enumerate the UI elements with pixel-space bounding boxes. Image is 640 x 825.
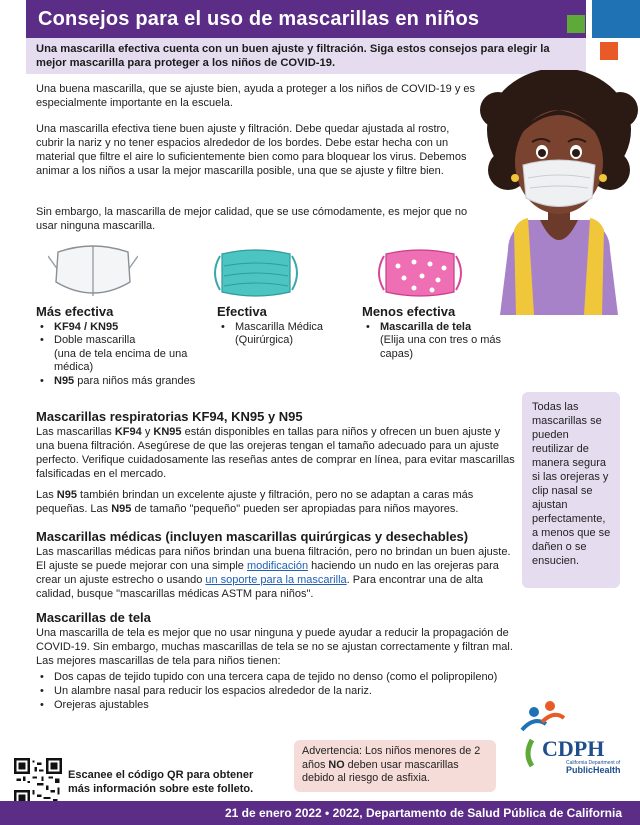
effective-column [217,305,357,348]
list-item: • Dos capas de tejido tupido con una tercera capa de tejido no denso (como el polipropileno) [40,671,498,683]
decor-square-green [567,15,585,33]
respirator-heading: Mascarillas respiratorias KF94, KN95 y N95 [36,409,303,424]
subtitle-banner: Una mascarilla efectiva cuenta con un buen ajuste y filtración. Siga estos consejos para elegir la mejor mascarilla para proteger a los niños de COVID-19. [26,38,586,74]
mask-brace-link[interactable]: un soporte para la mascarilla [205,574,347,586]
cloth-mask-section [36,611,516,712]
intro-paragraph-2: Una mascarilla efectiva tiene buen ajuste y filtración. Debe quedar ajustada al rostro, cubrir la nariz y no tener espacios alrededor de los bordes. Debe estar hecha con un material que filtre el aire lo suficientemente bien como para bloquear los virus. Debemos animar a los niños a usar la mejor mascarilla posible, una que se ajuste y filtre bien. [36,123,467,177]
footer-bar: 21 de enero 2022 • 2022, Departamento de Salud Pública de California [0,801,640,825]
cloth-mask-heading: Mascarillas de tela [36,610,151,625]
intro-paragraph-3: Sin embargo, la mascarilla de mejor calidad, que se use cómodamente, es mejor que no usar ninguna mascarilla. [36,206,468,232]
page-title: Consejos para el uso de mascarillas en niños [38,8,480,30]
list-item: • N95 para niños más grandes [36,375,211,389]
list-item: • Doble mascarilla [36,334,211,348]
most-effective-title: Más efectiva [36,304,114,319]
effective-title: Efectiva [217,304,267,319]
decor-square-orange [600,42,618,60]
list-item: • Mascarilla Médica (Quirúrgica) [217,321,357,348]
cloth-mask-paragraph: Una mascarilla de tela es mejor que no usar ninguna y puede ayudar a reducir la propagación de COVID-19. Sin embargo, muchas mascarillas de tela se no se ajustan correctamente y filtran mal. Las mejores mascarillas de tela para niños tienen: [36,627,513,667]
list-item: • Orejeras ajustables [40,699,149,711]
medical-mask-paragraph: Las mascarillas médicas para niños brindan una buena filtración, pero no brindan un buen ajuste. El ajuste se puede mejorar con una simple modificación haciendo un nudo en las orejeras para crear un ajuste estrecho o usando un soporte para la mascarilla. Para encontrar una de alta calidad, busque "mascarillas médicas ASTM para niños". [36,546,511,600]
intro-paragraph-1: Una buena mascarilla, que se ajuste bien, ayuda a proteger a los niños de COVID-19 y es especialmente importante en la escuela. [36,83,476,109]
most-effective-column [36,305,211,388]
cloth-mask-icon [370,246,470,300]
cdph-logo [518,700,626,784]
girl-with-mask-illustration [478,70,640,315]
surgical-mask-icon [206,246,306,300]
least-effective-title: Menos efectiva [362,304,456,319]
list-item: • Un alambre nasal para reducir los espacios alrededor de la nariz. [40,685,372,697]
warning-box: Advertencia: Los niños menores de 2 años NO deben usar mascarillas debido al riesgo de asfixia. [294,740,496,792]
least-effective-column [362,305,502,361]
list-item: • KF94 / KN95 [36,321,211,335]
list-item: • Mascarilla de tela [362,321,502,335]
svg-text:PublicHealth: PublicHealth [566,765,621,775]
list-item-note: (una de tela encima de una médica) [54,347,188,373]
qr-instructions: Escanee el código QR para obtener más información sobre este folleto. [68,769,254,795]
medical-mask-section [36,530,516,601]
respirator-paragraph-2: Las N95 también brindan un excelente ajuste y filtración, pero no se adaptan a caras más pequeñas. Las N95 de tamaño "pequeño" pueden ser apropiadas para niños mayores. [36,489,474,515]
qr-code-icon[interactable] [14,758,62,806]
respirator-section [36,410,516,516]
medical-mask-heading: Mascarillas médicas (incluyen mascarillas quirúrgicas y desechables) [36,529,469,544]
modification-link[interactable]: modificación [246,560,309,572]
svg-text:California Department of: California Department of [566,760,621,766]
decor-square-blue [592,0,640,38]
list-item-note: (Elija una con tres o más capas) [380,334,502,360]
title-banner [26,0,586,38]
respirator-paragraph-1: Las mascarillas KF94 y KN95 están disponibles en tallas para niños y ofrecen un buen ajuste y una buena filtración. Asegúrese de que las orejeras tengan el tamaño adecuado para un ajuste perfecto. Verifique cuidadosamente las reseñas antes de comprar en línea, para evitar mascarillas falsificadas en el mercado. [36,426,515,480]
reuse-side-note: Todas las mascarillas se pueden reutilizar de manera segura si las orejeras y clip nasal se ajustan perfectamente, a menos que se dañen o se ensucien. [522,392,620,588]
kn95-mask-icon [48,242,138,300]
svg-text:CDPH: CDPH [542,736,605,761]
